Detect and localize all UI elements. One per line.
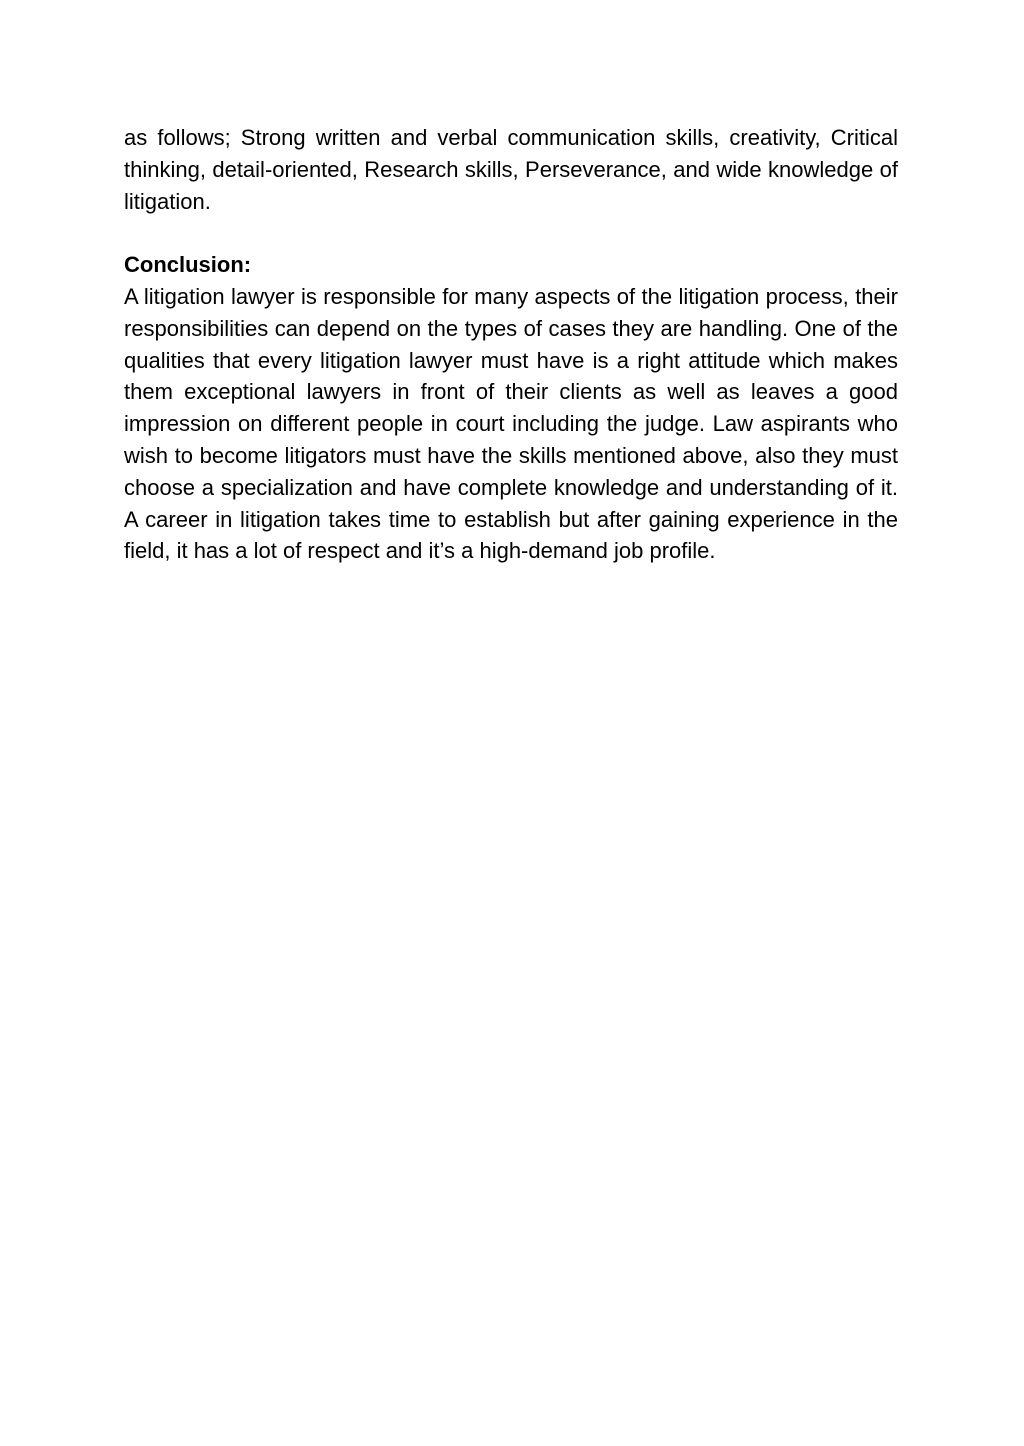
conclusion-heading: Conclusion: — [124, 252, 252, 278]
conclusion-paragraph: A litigation lawyer is responsible for many aspects of the litigation process, their responsibilities can depend on the types of cases they are handling. One of the qualities that every litigation lawyer must have is a right attitude which makes them exceptional lawyers in front of their clients as well as leaves a good impression on different people in court including the judge. Law aspirants who wish to become litigators must have the skills mentioned above, also they must choose a specialization and have complete knowledge and understanding of it. A career in litigation takes time to establish but after gaining experience in the field, it has a lot of respect and it’s a high-demand job profile. — [124, 283, 898, 564]
paragraph-spacer — [124, 217, 898, 249]
intro-paragraph: as follows; Strong written and verbal communication skills, creativity, Critical thinking, detail-oriented, Research skills, Perseverance, and wide knowledge of litigation. — [124, 125, 898, 214]
document-page — [124, 122, 898, 567]
